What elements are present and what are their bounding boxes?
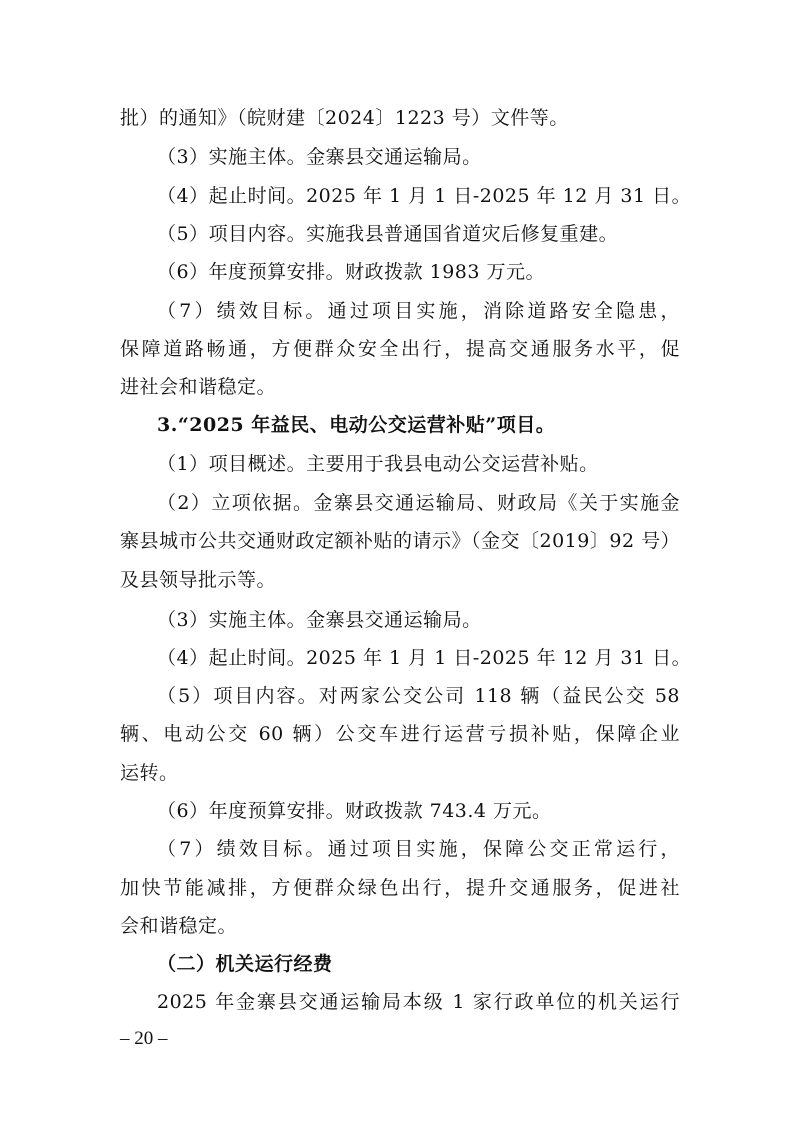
text-line: （1）项目概述。主要用于我县电动公交运营补贴。 (157, 453, 599, 475)
page-number: – 20 – (120, 1028, 168, 1049)
text-line: 寨县城市公共交通财政定额补贴的请示》（金交〔2019〕92 号） (120, 530, 681, 552)
text-line: 辆、电动公交 60 辆）公交车进行运营亏损补贴，保障企业 (120, 723, 680, 745)
text-line: （5）项目内容。实施我县普通国省道灾后修复重建。 (157, 223, 619, 245)
text-line: （7）绩效目标。通过项目实施，保障公交正常运行， (157, 838, 680, 860)
text-line: 加快节能减排，方便群众绿色出行，提升交通服务，促进社 (120, 877, 680, 899)
text-line: 进社会和谐稳定。 (120, 376, 277, 398)
text-line: 批）的通知》（皖财建〔2024〕1223 号）文件等。 (120, 107, 569, 129)
text-line: （3）实施主体。金寨县交通运输局。 (157, 609, 482, 631)
text-line: （6）年度预算安排。财政拨款 1983 万元。 (157, 261, 546, 283)
text-line: （6）年度预算安排。财政拨款 743.4 万元。 (157, 800, 552, 822)
text-line: （5）项目内容。对两家公交公司 118 辆（益民公交 58 (157, 685, 680, 707)
text-line: （4）起止时间。2025 年 1 月 1 日-2025 年 12 月 31 日。 (157, 647, 692, 669)
text-line: 2025 年金寨县交通运输局本级 1 家行政单位的机关运行 (157, 991, 680, 1013)
text-line: 运转。 (120, 762, 179, 784)
text-line: （4）起止时间。2025 年 1 月 1 日-2025 年 12 月 31 日。 (157, 185, 692, 207)
text-line: （3）实施主体。金寨县交通运输局。 (157, 146, 482, 168)
text-line: 保障道路畅通，方便群众安全出行，提高交通服务水平，促 (120, 338, 680, 360)
text-line: （2）立项依据。金寨县交通运输局、财政局《关于实施金 (157, 492, 680, 514)
text-line: 及县领导批示等。 (120, 569, 277, 591)
section-heading: （二）机关运行经费 (157, 953, 333, 975)
text-line: 会和谐稳定。 (120, 915, 238, 937)
text-line: （7）绩效目标。通过项目实施，消除道路安全隐患， (157, 300, 680, 322)
section-heading: 3.“2025 年益民、电动公交运营补贴”项目。 (157, 414, 556, 436)
